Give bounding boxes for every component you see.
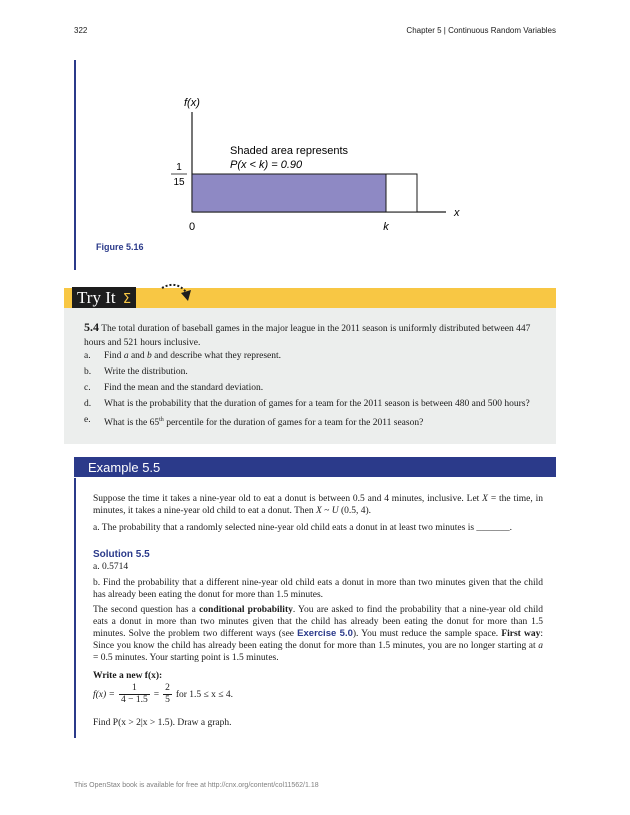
height-denominator: 15	[173, 177, 185, 188]
exercise-link[interactable]: Exercise 5.0	[297, 628, 353, 639]
uniform-distribution-figure	[120, 90, 480, 240]
fraction-1: $\frac{1}{4 - 1.5}$	[120, 683, 148, 705]
try-it-label	[72, 287, 136, 309]
shade-label-line2: P(x < k) = 0.90	[230, 159, 303, 171]
try-it-intro-text: The total duration of baseball games in the major league in the 2011 season is uniformly distributed between 447 hours and 521 hours inclusive.	[84, 324, 531, 348]
x-k-label: k	[383, 221, 389, 233]
list-item: e. What is the 65th percentile for the duration of games for a team for the 2011 season?	[84, 415, 424, 429]
running-head: Chapter 5 | Continuous Random Variables	[406, 26, 556, 35]
unshaded-region	[386, 174, 417, 212]
example-intro: Suppose the time it takes a nine-year old to eat a donut is between 0.5 and 4 minutes, inclusive. Let X = the time, in minutes, it takes a nine-year old child to eat a donut. Then X ~ U (0.5, 4).	[93, 494, 543, 516]
example-question-a: a. The probability that a randomly selected nine-year old child eats a donut in at least two minutes is _______.	[93, 523, 513, 533]
example-margin-rule	[74, 478, 76, 738]
solution-paragraph: The second question has a conditional probability. You are asked to find the probability that a nine-year old child eats a donut in more than two minutes given that the child has already been eating the donut for more than 1.5 minutes. Solve the problem two different ways (see Exercise 5.0). You must reduce the sample space. First way: Since you know the child has already been eating the donut for more than 1.5 minutes, you are no longer starting at a = 0.5 minutes. Your starting point is 1.5 minutes.	[93, 605, 543, 663]
dotted-arrow-icon	[160, 282, 194, 304]
solution-title: Solution 5.5	[93, 549, 150, 560]
shade-label-line1: Shaded area represents	[230, 145, 349, 157]
list-item: b. Write the distribution.	[84, 367, 188, 377]
x-axis-label: x	[454, 207, 460, 219]
sigma-icon: Σ	[122, 292, 132, 307]
shaded-region	[192, 174, 386, 212]
list-item: c. Find the mean and the standard deviation.	[84, 383, 264, 393]
page-number: 322	[74, 26, 88, 35]
find-probability: Find P(x > 2|x > 1.5). Draw a graph.	[93, 718, 232, 728]
height-numerator: 1	[176, 162, 182, 173]
fraction-2: $\frac{2}{5}$	[165, 683, 170, 705]
try-it-band	[64, 288, 556, 308]
try-it-text: Try It	[77, 288, 116, 307]
example-title: Example 5.5	[88, 460, 161, 475]
try-it-number: 5.4	[84, 320, 99, 334]
try-it-question	[84, 320, 548, 350]
y-axis-label: f(x)	[184, 97, 200, 109]
figure-margin-rule	[74, 60, 76, 270]
answer-a: a. 0.5714	[93, 562, 129, 572]
try-it-items	[84, 350, 548, 433]
figure-caption: Figure 5.16	[96, 242, 144, 252]
list-item: a. Find a and b and describe what they represent.	[84, 351, 282, 361]
x-origin-label: 0	[188, 221, 196, 233]
footer: This OpenStax book is available for free at http://cnx.org/content/col11562/1.18	[74, 782, 319, 789]
pdf-formula: f(x) = $\frac{1}{4 - 1.5}$ = $\frac{2}{5}$ for 1.5 ≤ x ≤ 4.	[93, 683, 233, 705]
list-item: d. What is the probability that the duration of games for a team for the 2011 season is between 480 and 500 hours?	[84, 399, 530, 409]
question-b: b. Find the probability that a different nine-year old child eats a donut in more than two minutes given that the child has already been eating the donut for more than 1.5 minutes.	[93, 578, 543, 600]
write-new-label: Write a new f(x):	[93, 671, 163, 681]
